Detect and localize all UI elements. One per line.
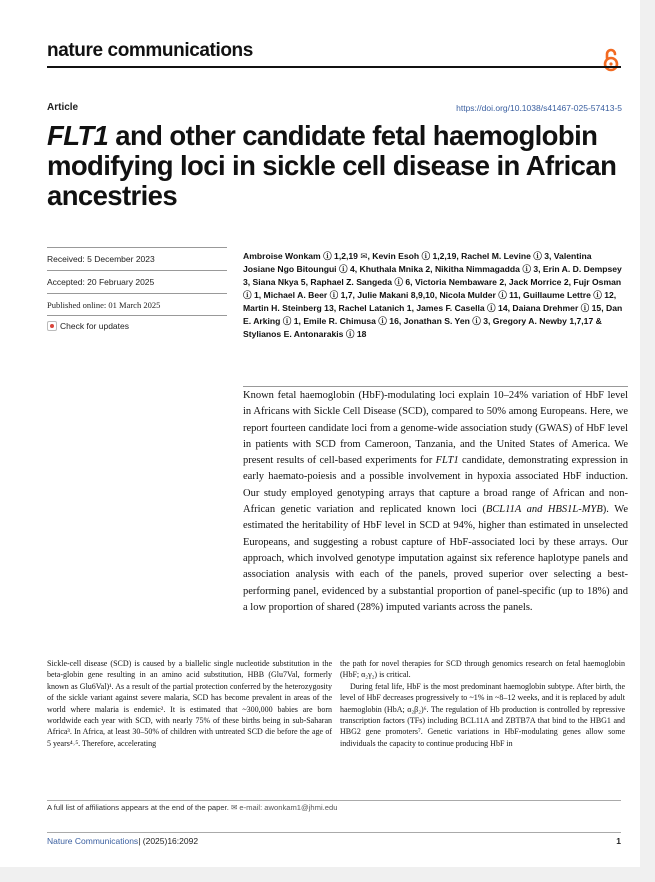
page-number: 1 [616, 836, 621, 846]
title-text: and other candidate fetal haemoglobin modifying loci in sickle cell disease in African ancestries [47, 120, 617, 211]
footer-journal[interactable]: Nature Communications [47, 836, 139, 846]
doi-link[interactable]: https://doi.org/10.1038/s41467-025-57413-5 [456, 103, 622, 113]
abstract-part-3: ). We estimated the heritability of HbF level in SCD at 94%, higher than estimated in unselected Europeans, and suggesting a robust capture of HbF-associated loci by these arrays. Our approach, which involved genotype imputation against six reference haplotype panels and association analysis with each of the panels, proved superior over selecting a best-performing panel, evidenced by a substantial proportion of panel-specific (up to 18%) and a low proportion of shared (28%) imputed variants across the panels. [243, 504, 628, 613]
article-title [47, 121, 625, 211]
article-type-label: Article [47, 102, 79, 113]
abstract [243, 386, 628, 616]
footnote-rule [47, 800, 621, 801]
footer-citation [47, 836, 198, 846]
journal-masthead[interactable]: nature communications [47, 40, 253, 61]
corresponding-email[interactable]: ✉ e-mail: awonkam1@jhmi.edu [230, 803, 338, 812]
published-date: Published online: 01 March 2025 [47, 293, 227, 310]
affiliation-note: A full list of affiliations appears at the end of the paper. [47, 803, 229, 812]
open-access-icon [601, 48, 621, 72]
check-updates-icon [47, 321, 57, 331]
check-updates-label: Check for updates [60, 321, 129, 331]
footer-volume: | (2025)16:2092 [138, 836, 199, 846]
abstract-genes: BCL11A and HBS1L-MYB [485, 504, 603, 516]
check-for-updates[interactable] [47, 315, 227, 331]
footer-rule [47, 832, 621, 833]
abstract-part-2: candidate, demonstrating expression in early haemato-poiesis and a possible involvement in hypoxia associated HbF induction. Our study employed genotyping arrays that capture a broad range of African and non-African genetic variation and replicated known loci ( [243, 455, 629, 516]
abstract-gene: FLT1 [435, 455, 459, 467]
received-date: Received: 5 December 2023 [47, 247, 227, 264]
header-rule [47, 66, 621, 68]
accepted-date: Accepted: 20 February 2025 [47, 270, 227, 287]
author-list[interactable]: Ambroise Wonkam ⓘ 1,2,19 ✉, Kevin Esoh ⓘ 1,2,19, Rachel M. Levine ⓘ 3, Valentina Josiane Ngo Bitoungui ⓘ 4, Khuthala Mnika 2, Nikitha Nimmagadda ⓘ 3, Erin A. D. Dempsey 3, Siana Nkya 5, Raphael Z. Sangeda ⓘ 6, Victoria Nembaware 2, Jack Morrice 2, Fujr Osman ⓘ 1, Michael A. Beer ⓘ 1,7, Julie Makani 8,9,10, Nicola Mulder ⓘ 11, Guillaume Lettre ⓘ 12, Martin H. Steinberg 13, Rachel Latanich 1, James F. Casella ⓘ 14, Daiana Drehmer ⓘ 15, Dan E. Arking ⓘ 1, Emile R. Chimusa ⓘ 16, Jonathan S. Yen ⓘ 3, Gregory A. Newby 1,7,17 & Stylianos E. Antonarakis ⓘ 18 [243, 251, 623, 339]
body-column-right [340, 658, 625, 749]
body-paragraph: Sickle-cell disease (SCD) is caused by a biallelic single nucleotide substitution in the beta-globin gene resulting in an amino acid substitution, HBB (Glu7Val, formerly known as Glu6Val)¹. As a result of the partial protection conferred by the heterozygosity of the sickle variant against severe malaria, SCD has become prevalent in areas of the world where malaria is endemic². It is estimated that ~300,000 babies are born worldwide each year with SCD, with nearly 75% of these births being in sub-Saharan Africa³. In Africa, at least 30–50% of children with untreated SCD die before the age of 5 years⁴˒⁵. Therefore, accelerating [47, 659, 332, 748]
affiliation-footnote [47, 803, 621, 812]
title-gene: FLT1 [47, 120, 109, 151]
abstract-part-1: Known fetal haemoglobin (HbF)-modulating loci explain 10–24% variation of HbF level in Africans with Sickle Cell Disease (SCD), compared to 50% among Europeans. Here, we report fourteen candidate loci from a genome-wide association study (GWAS) of HbF level in patients with SCD from Cameroon, Tanzania, and the United States of America. We present results of cell-based experiments for [243, 390, 628, 467]
body-paragraph: the path for novel therapies for SCD through genomics research on fetal haemoglobin (HbF; α₂γ₂) is critical. [340, 659, 625, 680]
body-paragraph: During fetal life, HbF is the most predominant haemoglobin subtype. After birth, the level of HbF decreases progressively to ~1% in ~8–12 weeks, and it is replaced by adult haemoglobin (HbA; α₂β₂)⁶. The regulation of Hb production is controlled by repressive transcription factors (TFs) including BCL11A and ZBTB7A that bind to the HBG1 and HBG2 gene promoters⁷. Genetic variations in HbF-modulating genes allow some individuals the capacity to continue producing HbF in [340, 681, 625, 748]
body-column-left [47, 658, 332, 749]
